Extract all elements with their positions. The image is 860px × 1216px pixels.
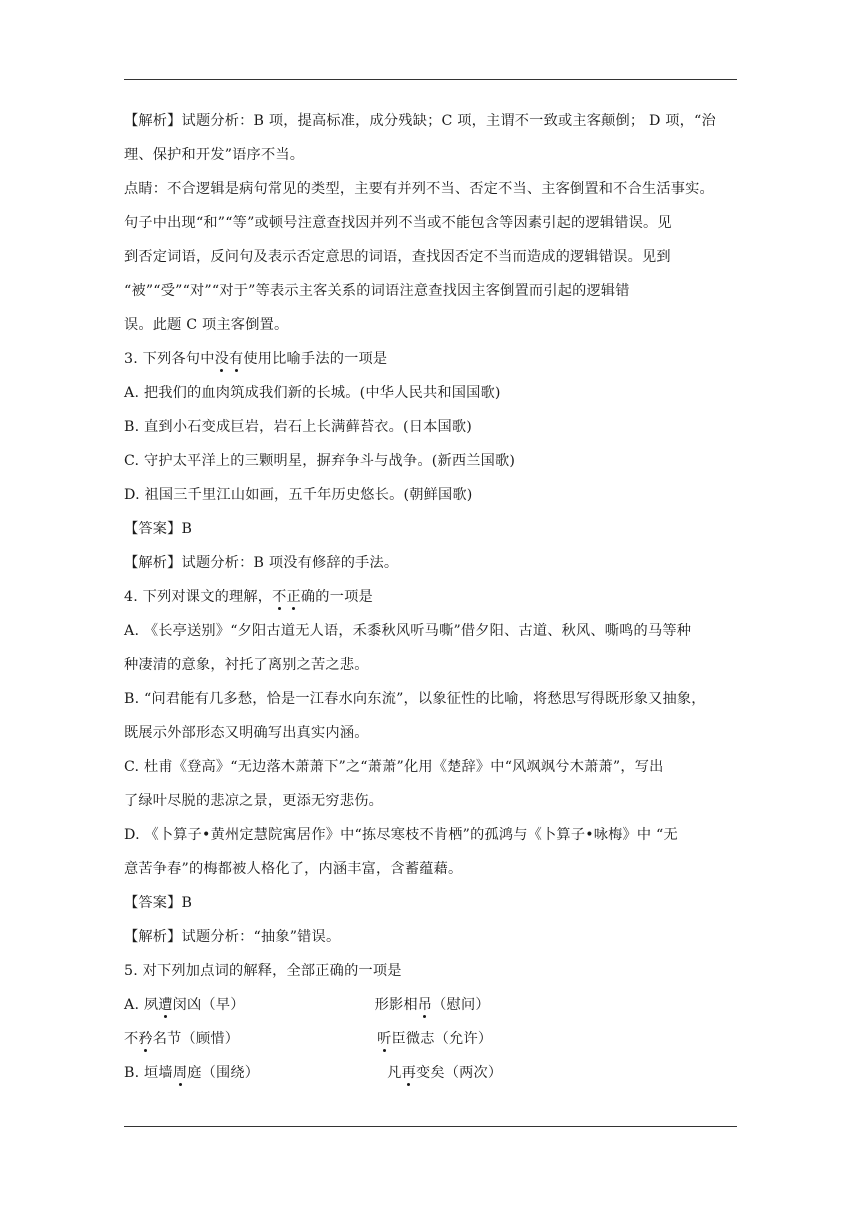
note-line3: 到否定词语，反问句及表示否定意思的词语，查找因否定不当而造成的逻辑错误。见到 xyxy=(124,249,671,265)
question-4-option-c-line1: C. 杜甫《登高》“无边落木萧萧下”之“萧萧”化用《楚辞》中“风飒飒兮木萧萧”，写出 xyxy=(124,759,664,775)
emphasis-dot-char: 不 xyxy=(272,589,287,605)
question-5-option-a-row1: A. 夙遭闵凶（早） 形影相吊（慰问） xyxy=(124,997,490,1013)
emphasis-dot-char: 遭 xyxy=(158,997,173,1013)
question-5-option-a-row2: 不矜名节（顾惜） 听臣微志（允许） xyxy=(124,1031,493,1047)
question-4-analysis: 【解析】试题分析：“抽象”错误。 xyxy=(124,929,341,945)
question-3-analysis: 【解析】试题分析：B 项没有修辞的手法。 xyxy=(124,555,399,571)
header-rule xyxy=(124,79,737,80)
emphasis-dot-char: 没 xyxy=(214,351,229,367)
question-3-answer: 【答案】B xyxy=(124,521,193,537)
question-4-option-c-line2: 了绿叶尽脱的悲凉之景，更添无穷悲伤。 xyxy=(124,793,383,809)
question-4-answer: 【答案】B xyxy=(124,895,193,911)
emphasis-dot-char: 听 xyxy=(377,1031,392,1047)
question-3-option-a: A. 把我们的血肉筑成我们新的长城。(中华人民共和国国歌) xyxy=(124,385,501,401)
analysis-q2-line1: 【解析】试题分析：B 项，提高标准，成分残缺；C 项，主谓不一致或主客颠倒； D 项，“治 xyxy=(124,113,716,129)
question-4-option-b-line2: 既展示外部形态又明确写出真实内涵。 xyxy=(124,725,369,741)
emphasis-dot-char: 矜 xyxy=(138,1031,153,1047)
question-4-option-d-line2: 意苦争春”的梅都被人格化了，内涵丰富，含蓄蕴藉。 xyxy=(124,861,463,877)
note-line5: 误。此题 C 项主客倒置。 xyxy=(124,317,289,333)
document-body xyxy=(124,104,744,1090)
emphasis-dot-char: 吊 xyxy=(417,997,433,1013)
question-4-option-d-line1: D. 《卜算子•黄州定慧院寓居作》中“拣尽寒枝不肯栖”的孤鸿与《卜算子•咏梅》中 “无 xyxy=(124,827,678,843)
question-3-option-b: B. 直到小石变成巨岩，岩石上长满藓苔衣。(日本国歌) xyxy=(124,419,473,435)
question-3-option-c: C. 守护太平洋上的三颗明星，摒弃争斗与战争。(新西兰国歌) xyxy=(124,453,516,469)
emphasis-dot-char: 周 xyxy=(172,1065,188,1081)
question-4-option-a-line1: A. 《长亭送别》“夕阳古道无人语，禾黍秋风听马嘶”借夕阳、古道、秋风、嘶鸣的马等种 xyxy=(124,623,692,639)
question-4-option-a-line2: 种凄清的意象，衬托了离别之苦之悲。 xyxy=(124,657,369,673)
footer-rule xyxy=(124,1126,737,1127)
question-3: 3. 下列各句中没有使用比喻手法的一项是 xyxy=(124,351,388,367)
question-3-option-d: D. 祖国三千里江山如画，五千年历史悠长。(朝鲜国歌) xyxy=(124,487,473,503)
question-4: 4. 下列对课文的理解，不正确的一项是 xyxy=(124,589,373,605)
note-line1: 点睛：不合逻辑是病句常见的类型，主要有并列不当、否定不当、主客倒置和不合生活事实。 xyxy=(124,181,714,197)
emphasis-dot-char: 再 xyxy=(401,1065,416,1081)
emphasis-dot-char: 正 xyxy=(286,589,301,605)
question-5: 5. 对下列加点词的解释，全部正确的一项是 xyxy=(124,963,402,979)
question-4-option-b-line1: B. “问君能有几多愁，恰是一江春水向东流”，以象征性的比喻，将愁思写得既形象又抽象， xyxy=(124,691,706,707)
question-5-option-b-row1: B. 垣墙周庭（围绕） 凡再变矣（两次） xyxy=(124,1065,503,1081)
note-line4: “被”“受”“对”“对于”等表示主客关系的词语注意查找因主客倒置而引起的逻辑错 xyxy=(124,283,630,299)
emphasis-dot-char: 有 xyxy=(228,351,244,367)
note-line2: 句子中出现“和”“等”或顿号注意查找因并列不当或不能包含等因素引起的逻辑错误。见 xyxy=(124,215,672,231)
analysis-q2-line2: 理、保护和开发”语序不当。 xyxy=(124,147,305,163)
